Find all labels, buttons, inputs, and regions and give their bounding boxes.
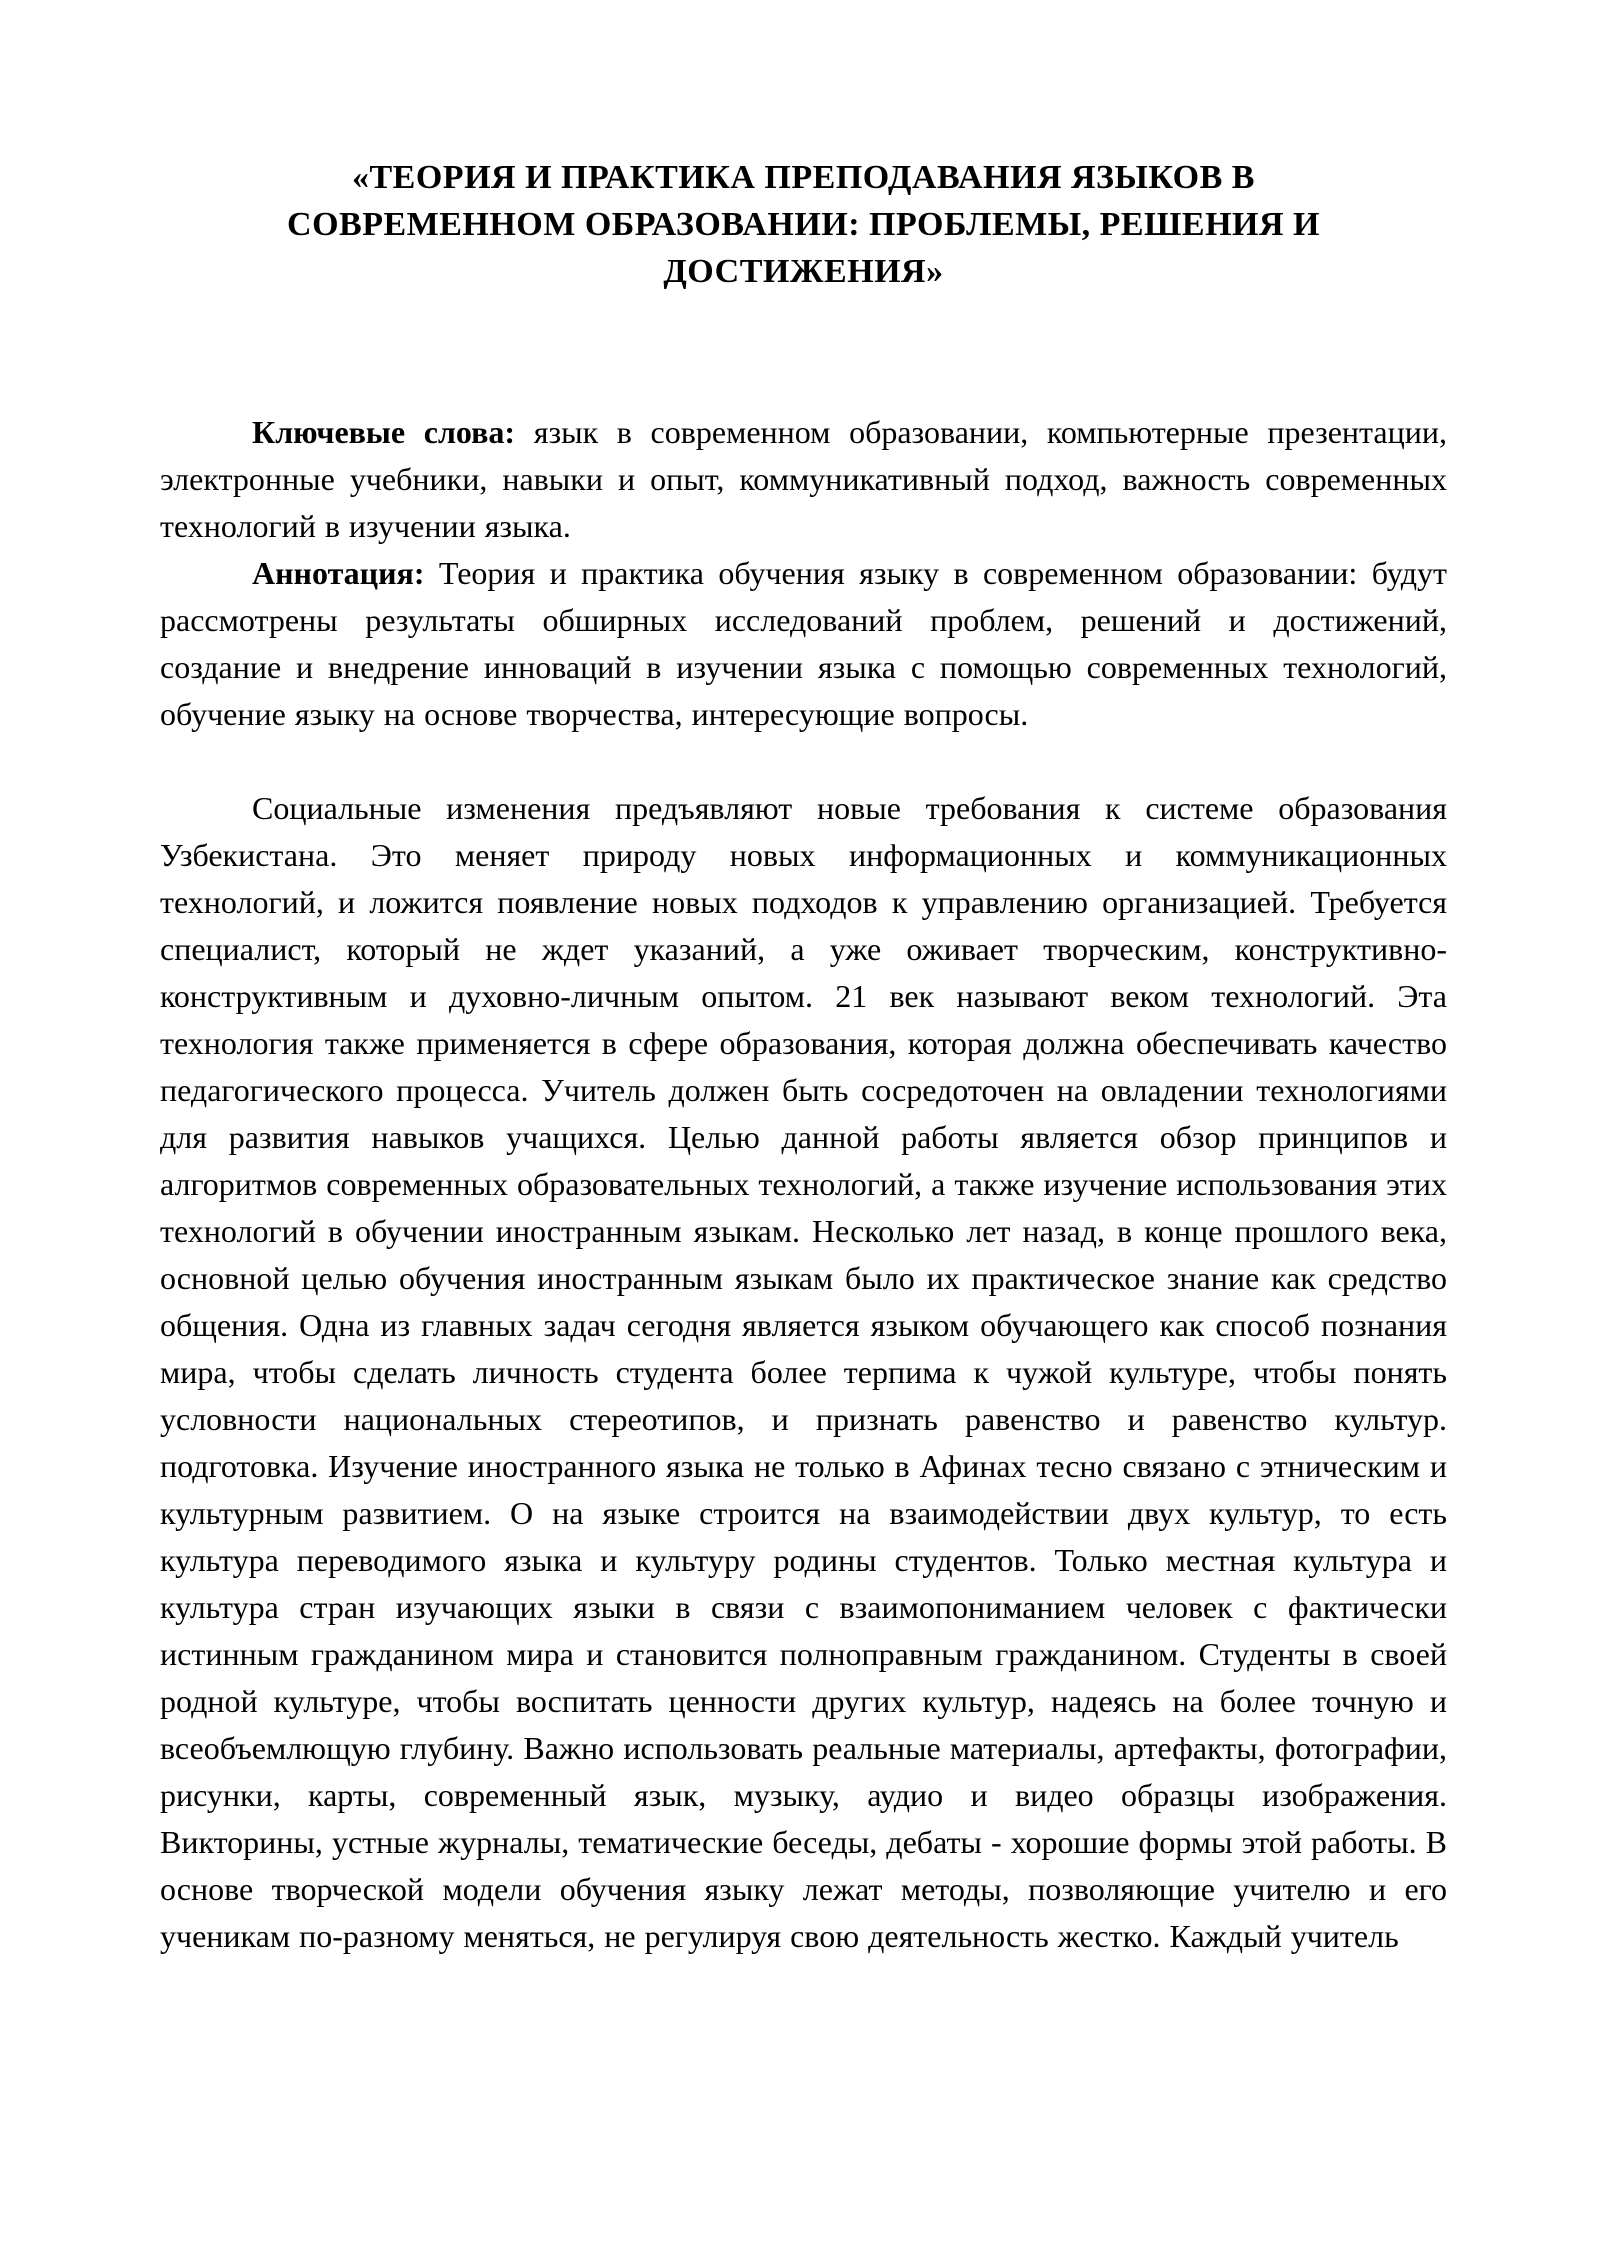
annotation-paragraph	[160, 550, 1447, 738]
page-title-line-1: «ТЕОРИЯ И ПРАКТИКА ПРЕПОДАВАНИЯ ЯЗЫКОВ В	[352, 159, 1255, 196]
annotation-text: Теория и практика обучения языку в современном образовании: будут рассмотрены результаты обширных исследований проблем, решений и достижений, создание и внедрение инноваций в изучении языка с помощью современных технологий, обучение языку на основе творчества, интересующие вопросы.	[160, 555, 1447, 732]
keywords-paragraph	[160, 409, 1447, 550]
body-text: Социальные изменения предъявляют новые требования к системе образования Узбекистана. Это меняет природу новых информационных и коммуникационных технологий, и ложится появление новых подходов к управлению организацией. Требуется специалист, который не ждет указаний, а уже оживает творческим, конструктивно-конструктивным и духовно-личным опытом. 21 век называют веком технологий. Эта технология также применяется в сфере образования, которая должна обеспечивать качество педагогического процесса. Учитель должен быть сосредоточен на овладении технологиями для развития навыков учащихся. Целью данной работы является обзор принципов и алгоритмов современных образовательных технологий, а также изучение использования этих технологий в обучении иностранным языкам. Несколько лет назад, в конце прошлого века, основной целью обучения иностранным языкам было их практическое знание как средство общения. Одна из главных задач сегодня является языком обучающего как способ познания мира, чтобы сделать личность студента более терпима к чужой культуре, чтобы понять условности национальных стереотипов, и признать равенство и равенство культур. подготовка. Изучение иностранного языка не только в Афинах тесно связано с этническим и культурным развитием. О на языке строится на взаимодействии двух культур, то есть культура переводимого языка и культуру родины студентов. Только местная культура и культура стран изучающих языки в связи с взаимопониманием человек с фактически истинным гражданином мира и становится полноправным гражданином. Студенты в своей родной культуре, чтобы воспитать ценности других культур, надеясь на более точную и всеобъемлющую глубину. Важно использовать реальные материалы, артефакты, фотографии, рисунки, карты, современный язык, музыку, аудио и видео образцы изображения. Викторины, устные журналы, тематические беседы, дебаты - хорошие формы этой работы. В основе творческой модели обучения языку лежат методы, позволяющие учителю и его ученикам по-разному меняться, не регулируя свою деятельность жестко. Каждый учитель	[160, 790, 1447, 1954]
annotation-label: Аннотация:	[252, 555, 425, 591]
keywords-text: язык в современном образовании, компьютерные презентации, электронные учебники, навыки и опыт, коммуникативный подход, важность современных технологий в изучении языка.	[160, 414, 1447, 544]
page-title-line-2: СОВРЕМЕННОМ ОБРАЗОВАНИИ: ПРОБЛЕМЫ, РЕШЕНИЯ И	[287, 206, 1320, 243]
body-paragraph	[160, 785, 1447, 1960]
page-title	[160, 154, 1447, 295]
page-title-line-3: ДОСТИЖЕНИЯ»	[663, 253, 944, 290]
keywords-label: Ключевые слова:	[252, 414, 516, 450]
